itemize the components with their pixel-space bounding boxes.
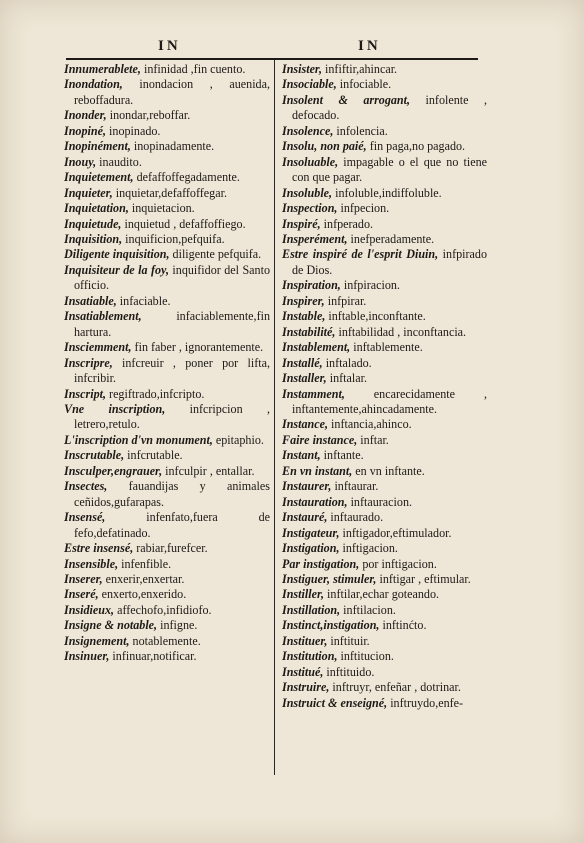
entry-definition: infperado. [320,216,374,231]
entry-headword: Innumerablete, [64,62,141,76]
entry-headword: Inserer, [64,571,103,586]
entry-headword: Instillation, [282,602,341,617]
entry-definition: infpecion. [337,201,390,216]
entry-definition: inftinćto. [379,618,427,633]
entry-definition: inftar. [357,432,389,447]
entry-definition: infculpir , entallar. [162,463,255,478]
entry-headword: Vne inscription, [64,401,166,416]
dictionary-entry [64,294,270,309]
dictionary-entry [64,139,270,154]
entry-headword: Instabilité, [282,324,336,339]
dictionary-entry [64,618,270,633]
dictionary-entry [282,62,487,77]
entry-definition: infolencia. [333,123,388,138]
entry-definition: inftituido. [323,664,375,679]
dictionary-entry [282,649,487,664]
entry-definition: inopinado. [106,123,161,138]
dictionary-entry [282,618,487,633]
dictionary-entry [282,680,487,695]
entry-headword: Instant, [282,448,321,463]
entry-headword: Insciemment, [64,340,132,355]
dictionary-entry [64,634,270,649]
dictionary-entry [282,433,487,448]
entry-headword: Instiguer, stimuler, [282,571,377,586]
dictionary-entry [64,541,270,556]
dictionary-entry [64,387,270,402]
entry-headword: Inscript, [64,386,107,401]
entry-definition: inftabilidad , inconftancia. [335,324,467,339]
dictionary-entry [282,124,487,139]
entry-definition: inftruyr, enfeñar , dotrinar. [329,680,461,695]
dictionary-entry [64,309,270,340]
entry-definition: inftigador,eftimulador. [339,525,452,540]
entry-definition: rabiar,furefcer. [133,541,208,556]
entry-definition: infaciablemente,fin hartura. [74,309,270,339]
dictionary-entry [64,263,270,294]
column-divider [274,60,275,775]
entry-headword: Inquietement, [64,170,134,185]
entry-headword: Inspiration, [282,278,341,293]
entry-headword: Insensé, [64,510,106,525]
entry-headword: Instamment, [282,386,345,401]
entry-headword: Inquietation, [64,201,129,216]
header-rule [66,58,478,60]
entry-definition: infigne. [157,618,198,633]
dictionary-entry [282,217,487,232]
dictionary-entry [282,464,487,479]
entry-headword: Inquisition, [64,231,123,246]
entry-headword: Par instigation, [282,556,360,571]
entry-headword: Inondation, [64,77,123,92]
dictionary-entry [282,232,487,247]
entry-definition: inftaurado. [327,510,384,525]
entry-definition: en vn inftante. [352,463,425,478]
entry-definition: inftituir. [327,633,370,648]
entry-headword: Inseré, [64,587,99,602]
dictionary-entry [282,186,487,201]
entry-definition: infcripcion , letrero,retulo. [74,401,270,432]
dictionary-entry [282,448,487,463]
entry-definition: infenfible. [118,556,172,571]
dictionary-entry [64,479,270,510]
entry-definition: infinidad ,fin cuento. [140,62,246,76]
entry-definition: inftilacion. [340,602,396,617]
entry-definition: infolente , defocado. [292,92,487,123]
entry-definition: inftable,inconftante. [325,309,426,324]
entry-headword: Insensible, [64,556,119,571]
dictionary-entry [64,201,270,216]
entry-headword: Inspection, [282,201,338,216]
dictionary-entry [282,417,487,432]
entry-headword: Installer, [282,371,327,386]
entry-headword: Insperément, [282,231,348,246]
dictionary-entry [282,510,487,525]
dictionary-entry [282,340,487,355]
dictionary-entry [64,433,270,448]
entry-headword: Instaurer, [282,479,332,494]
entry-definition: inefperadamente. [347,231,435,246]
entry-headword: Estre insensé, [64,541,134,556]
entry-headword: Inquietude, [64,216,122,231]
dictionary-entry [282,77,487,92]
entry-definition: infaciable. [116,293,171,308]
entry-headword: Insolu, non paié, [282,139,367,154]
dictionary-entry [282,309,487,324]
dictionary-entry [64,587,270,602]
entry-headword: Insignement, [64,633,130,648]
page-header [66,38,478,58]
entry-definition: infpiracion. [340,278,400,293]
dictionary-entry [282,294,487,309]
dictionary-entry [282,371,487,386]
entry-headword: Insinuer, [64,649,110,664]
entry-headword: Insolence, [282,123,334,138]
entry-definition: inftablemente. [350,340,423,355]
entry-headword: Insociable, [282,77,337,92]
dictionary-entry [282,278,487,293]
entry-definition: inftante. [320,448,364,463]
dictionary-entry [64,448,270,463]
entry-definition: infoluble,indiffoluble. [332,185,442,200]
dictionary-entry [64,510,270,541]
dictionary-entry [282,557,487,572]
dictionary-entry [64,247,270,262]
entry-headword: Instauration, [282,494,348,509]
entry-definition: enxerir,enxertar. [102,571,185,586]
dictionary-entry [282,495,487,510]
entry-definition: diligente pefquifa. [169,247,262,262]
entry-definition: infpirar. [324,293,367,308]
dictionary-entry [282,572,487,587]
dictionary-entry [282,696,487,711]
dictionary-entry [282,247,487,278]
entry-definition: notablemente. [129,633,201,648]
entry-headword: Inouy, [64,154,97,169]
entry-definition: inquietar,defaffoffegar. [112,185,227,200]
entry-headword: Insigne & notable, [64,618,158,633]
entry-headword: Insectes, [64,479,108,494]
entry-definition: inftaurar. [331,479,379,494]
entry-definition: regiftrado,infcripto. [106,386,205,401]
entry-definition: inquietud , defaffoffiego. [121,216,246,231]
dictionary-entry [64,572,270,587]
dictionary-entry [64,464,270,479]
dictionary-entry [64,155,270,170]
dictionary-entry [282,139,487,154]
entry-headword: Inopiné, [64,123,107,138]
dictionary-entry [64,186,270,201]
entry-headword: Instruict & enseigné, [282,695,388,710]
dictionary-entry [282,387,487,418]
dictionary-entry [64,649,270,664]
dictionary-entry [64,170,270,185]
dictionary-entry [64,217,270,232]
entry-definition: enxerto,enxerido. [98,587,187,602]
entry-definition: infcrutable. [124,448,183,463]
entry-headword: Inscrutable, [64,448,125,463]
dictionary-entry [64,340,270,355]
entry-headword: Insister, [282,62,322,76]
entry-definition: infpirado de Dios. [292,247,488,277]
dictionary-entry [282,603,487,618]
entry-headword: Insoluable, [282,154,339,169]
dictionary-entry [282,587,487,602]
dictionary-entry [282,356,487,371]
entry-headword: Inquieter, [64,185,113,200]
dictionary-entry [64,62,270,77]
entry-headword: Instance, [282,417,329,432]
left-column [64,62,270,665]
dictionary-entry [64,108,270,123]
entry-headword: Instauré, [282,510,328,525]
entry-headword: Inspiré, [282,216,321,231]
entry-headword: Inspirer, [282,293,325,308]
entry-headword: Institué, [282,664,324,679]
entry-definition: inondacion , auenida, reboffadura. [74,77,270,107]
entry-headword: Instituer, [282,633,328,648]
dictionary-entry [64,356,270,387]
entry-headword: En vn instant, [282,463,353,478]
dictionary-entry [64,232,270,247]
entry-definition: infenfato,fuera de fefo,defatinado. [74,510,270,540]
entry-definition: inftauracion. [347,494,413,509]
entry-definition: inftitucion. [337,649,394,664]
entry-headword: Institution, [282,649,338,664]
entry-definition: inftalar. [326,371,367,386]
dictionary-entry [282,325,487,340]
entry-headword: Instiller, [282,587,325,602]
entry-definition: inondar,reboffar. [106,108,191,123]
entry-definition: inftruydo,enfe- [387,695,464,710]
entry-headword: Insatiable, [64,293,117,308]
dictionary-entry [64,557,270,572]
entry-definition: inquietacion. [128,201,195,216]
dictionary-entry [64,124,270,139]
entry-headword: Insatiablement, [64,309,142,324]
entry-definition: fin paga,no pagado. [366,139,466,154]
entry-definition: fin faber , ignorantemente. [131,340,264,355]
entry-definition: inftigacion. [339,541,398,556]
entry-headword: Insidieux, [64,602,115,617]
entry-definition: inaudito. [96,154,142,169]
entry-definition: impagable o el que no tiene con que pagar. [292,154,487,185]
dictionary-entry [282,526,487,541]
dictionary-entry [282,93,487,124]
dictionary-entry [282,479,487,494]
entry-definition: infiftir,ahincar. [322,62,398,76]
entry-headword: Instigation, [282,541,340,556]
dictionary-entry [64,402,270,433]
entry-headword: Estre inspiré de l'esprit Diuin, [282,247,439,262]
entry-definition: encarecidamente , inftantemente,ahincadamente. [292,386,487,416]
entry-headword: Instruire, [282,680,330,695]
entry-definition: por inftigacion. [359,556,437,571]
entry-headword: Installé, [282,355,323,370]
dictionary-entry [282,155,487,186]
entry-headword: Instable, [282,309,326,324]
entry-definition: inftalado. [322,355,372,370]
entry-headword: Insoluble, [282,185,333,200]
dictionary-entry [282,665,487,680]
entry-headword: Instablement, [282,340,351,355]
entry-headword: L'inscription d'vn monument, [64,432,213,447]
entry-definition: inopinadamente. [130,139,215,154]
entry-headword: Instinct,instigation, [282,618,380,633]
running-head-right: IN [358,38,381,54]
entry-headword: Inopinément, [64,139,131,154]
entry-headword: Faire instance, [282,432,358,447]
entry-headword: Insculper,engrauer, [64,463,163,478]
dictionary-entry [282,634,487,649]
entry-definition: epitaphio. [212,432,264,447]
dictionary-entry [282,541,487,556]
entry-definition: inquifidor del Santo officio. [74,262,270,293]
entry-definition: infinuar,notificar. [109,649,197,664]
entry-definition: inftilar,echar goteando. [324,587,440,602]
entry-headword: Inonder, [64,108,107,123]
entry-definition: infcreuir , poner por lifta, infcribir. [74,355,270,386]
right-column [282,62,487,711]
entry-headword: Inquisiteur de la foy, [64,262,169,277]
entry-definition: inquificion,pefquifa. [122,231,225,246]
dictionary-entry [64,603,270,618]
running-head-left: IN [158,38,181,54]
dictionary-entry [64,77,270,108]
entry-headword: Inscripre, [64,355,113,370]
entry-definition: infociable. [336,77,392,92]
entry-definition: fauandijas y animales ceñidos,gufarapas. [74,479,270,509]
entry-definition: defaffoffegadamente. [133,170,240,185]
entry-headword: Instigateur, [282,525,340,540]
entry-definition: inftancia,ahinco. [328,417,412,432]
entry-headword: Insolent & arrogant, [282,92,411,107]
entry-headword: Diligente inquisition, [64,247,170,262]
dictionary-entry [282,201,487,216]
entry-definition: inftigar , eftimular. [376,571,471,586]
entry-definition: affechofo,infidiofo. [114,602,212,617]
